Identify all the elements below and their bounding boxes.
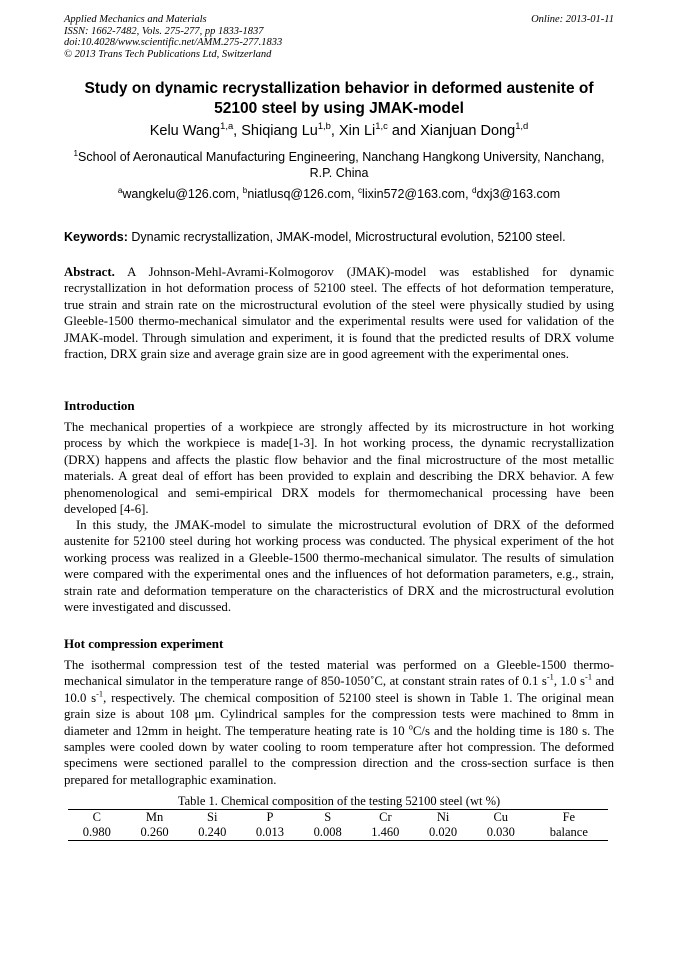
experiment-text: C/s and the holding time is 180 s. The samples were cooled down by water cooling to room temperature after hot compression. The deformed specimens were sectioned parallel to the compression direction and the cross-section surface is then prepared for metallographic examination. bbox=[64, 723, 615, 787]
author-superscript: 1,b bbox=[317, 120, 331, 132]
email-superscript: d bbox=[472, 185, 477, 195]
table-cell: 0.020 bbox=[414, 825, 472, 841]
online-date: Online: 2013-01-11 bbox=[531, 14, 614, 25]
experiment-superscript: -1 bbox=[96, 689, 104, 699]
experiment-text: and 10.0 s bbox=[64, 674, 614, 705]
journal-doi[interactable]: doi:10.4028/www.scientific.net/AMM.275-277.1833 bbox=[64, 37, 283, 48]
author-name: Xin Li bbox=[338, 123, 376, 139]
table-cell: 0.980 bbox=[68, 825, 126, 841]
author-name: Xianjuan Dong bbox=[420, 123, 516, 139]
author-name: Kelu Wang bbox=[149, 123, 221, 139]
email-link[interactable]: dxj3@163.com bbox=[476, 187, 561, 201]
abstract-text: A Johnson-Mehl-Avrami-Kolmogorov (JMAK)-model was established for dynamic recrystallization in hot deformation process of 52100 steel. The effects of hot deformation temperature, true strain and strain rate on the microstructural evolution of the steel were physically studied by using Gleeble-1500 thermo-mechanical simulator and the experimental results were used for validation of the JMAK-model. Through simulation and experiment, it is found that the predicted results of DRX volume fraction, DRX grain size and average grain size are in good agreement with the experimental ones. bbox=[64, 265, 614, 362]
paper-title bbox=[64, 79, 614, 119]
table-header-cell: Fe bbox=[530, 810, 608, 826]
introduction-paragraph-1: The mechanical properties of a workpiece are strongly affected by its microstructure in hot working process by which the workpiece is made[1-3]. In hot working process, the dynamic recrystallization (DRX) happens and affects the plastic flow behavior and the final microstructure of the most metallic materials. A great deal of effort has been provided to explain and describing the DRX behavior. A few phenomenological and semi-empirical DRX models for thermomechanical processing have been developed [4-6]. bbox=[64, 420, 614, 517]
email-separator: , bbox=[235, 187, 243, 201]
affiliation-superscript: 1 bbox=[73, 148, 79, 158]
email-list bbox=[64, 186, 614, 202]
author-name: Shiqiang Lu bbox=[241, 123, 318, 139]
experiment-superscript: o bbox=[408, 722, 413, 732]
experiment-superscript: -1 bbox=[546, 673, 554, 683]
journal-header bbox=[64, 14, 282, 60]
table-header-cell: C bbox=[68, 810, 126, 826]
table-header-row bbox=[68, 810, 608, 826]
affiliation-text: School of Aeronautical Manufacturing Engineering, Nanchang Hangkong University, Nanchang, R.P. China bbox=[78, 150, 605, 180]
author-separator: , bbox=[330, 123, 339, 139]
author-superscript: 1,a bbox=[220, 120, 234, 132]
experiment-text: ˚C, at constant strain rates of 0.1 s bbox=[370, 674, 547, 689]
keywords bbox=[64, 229, 614, 245]
journal-name: Applied Mechanics and Materials bbox=[64, 14, 207, 25]
abstract-label: Abstract. bbox=[64, 265, 115, 279]
table-row bbox=[68, 825, 608, 841]
email-link[interactable]: wangkelu@126.com bbox=[122, 187, 236, 201]
table-header-cell: S bbox=[299, 810, 357, 826]
author-superscript: 1,c bbox=[375, 120, 388, 132]
composition-table bbox=[68, 809, 608, 841]
keywords-label: Keywords: bbox=[64, 230, 128, 244]
keywords-text: Dynamic recrystallization, JMAK-model, Microstructural evolution, 52100 steel. bbox=[127, 230, 566, 244]
author-superscript: 1,d bbox=[515, 120, 529, 132]
author-list bbox=[64, 121, 614, 141]
title-line-2: 52100 steel by using JMAK-model bbox=[214, 100, 464, 117]
table-cell: 0.240 bbox=[183, 825, 241, 841]
experiment-text: , 1.0 s bbox=[553, 674, 586, 689]
email-link[interactable]: niatlusq@126.com bbox=[247, 187, 352, 201]
email-separator: , bbox=[465, 187, 473, 201]
table-cell: 0.030 bbox=[472, 825, 530, 841]
table-caption: Table 1. Chemical composition of the testing 52100 steel (wt %) bbox=[177, 794, 501, 808]
table-header-cell: P bbox=[241, 810, 299, 826]
table-header-cell: Si bbox=[183, 810, 241, 826]
abstract bbox=[64, 264, 614, 362]
table-cell: 0.013 bbox=[241, 825, 299, 841]
table-header-cell: Ni bbox=[414, 810, 472, 826]
experiment-text: The isothermal compression test of the tested material was performed on a Gleeble-1500 thermo-mechanical simulator in the temperature range of 850-1050 bbox=[64, 658, 614, 689]
email-link[interactable]: lixin572@163.com bbox=[362, 187, 466, 201]
introduction-heading: Introduction bbox=[64, 398, 135, 413]
table-cell: 1.460 bbox=[357, 825, 415, 841]
journal-issn: ISSN: 1662-7482, Vols. 275-277, pp 1833-1837 bbox=[64, 25, 264, 37]
email-superscript: c bbox=[357, 185, 363, 195]
table-header-cell: Mn bbox=[126, 810, 184, 826]
table-cell: 0.260 bbox=[126, 825, 184, 841]
title-line-1: Study on dynamic recrystallization behavior in deformed austenite of bbox=[84, 80, 594, 97]
table-cell: 0.008 bbox=[299, 825, 357, 841]
experiment-heading: Hot compression experiment bbox=[64, 636, 224, 651]
experiment-superscript: -1 bbox=[585, 673, 592, 683]
email-separator: , bbox=[351, 187, 358, 201]
experiment-paragraph bbox=[64, 657, 614, 788]
email-superscript: b bbox=[242, 185, 248, 195]
experiment-text: , respectively. The chemical composition of 52100 steel is shown in Table 1. The original mean grain size is about 108 μm. Cylindrical samples for the compression tests were machined to 8mm in diameter and 12mm in height. The temperature heating rate is 10 bbox=[64, 690, 614, 738]
table-cell: balance bbox=[530, 825, 608, 841]
table-header-cell: Cu bbox=[472, 810, 530, 826]
email-superscript: a bbox=[117, 185, 123, 195]
introduction-paragraph-2: In this study, the JMAK-model to simulate the microstructural evolution of DRX of the deformed austenite for 52100 steel during hot working process was conducted. The physical experiment of the hot working process was realized in a Gleeble-1500 thermo-mechanical simulator. The results of simulation were compared with the experimental ones and the influences of hot deformation parameters, e.g., strain, strain rate and deformation temperature on the characteristics of DRX and the microstructural evolution were investigated and discussed. bbox=[64, 518, 614, 615]
author-separator: and bbox=[387, 123, 421, 139]
affiliation bbox=[64, 149, 614, 181]
table-header-cell: Cr bbox=[357, 810, 415, 826]
author-separator: , bbox=[233, 123, 242, 139]
journal-copyright: © 2013 Trans Tech Publications Ltd, Switzerland bbox=[64, 48, 272, 60]
